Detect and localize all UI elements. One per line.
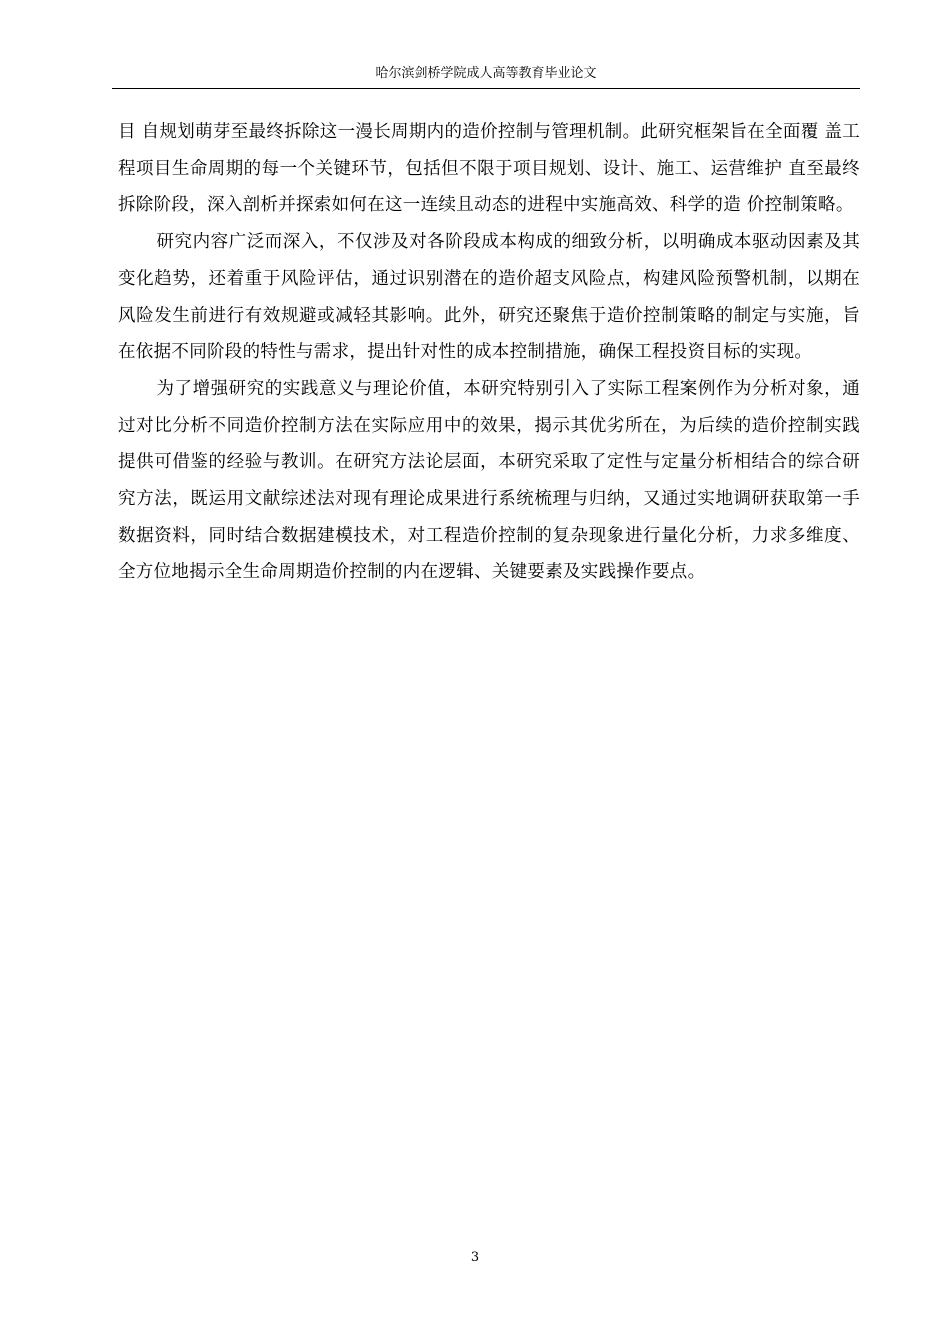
page-header [112,60,860,89]
page-number: 3 [470,1250,480,1265]
paragraph-research-content: 研究内容广泛而深入，不仅涉及对各阶段成本构成的细致分析，以明确成本驱动因素及其变化趋势，还着重于风险评估，通过识别潜在的造价超支风险点，构建风险预警机制，以期在风险发生前进行有效规避或减轻其影响。此外，研究还聚焦于造价控制策略的制定与实施，旨在依据不同阶段的特性与需求，提出针对性的成本控制措施，确保工程投资目标的实现。 [118,232,860,363]
body-text [118,114,860,591]
paragraph-research-method: 为了增强研究的实践意义与理论价值，本研究特别引入了实际工程案例作为分析对象，通过对比分析不同造价控制方法在实际应用中的效果，揭示其优劣所在，为后续的造价控制实践提供可借鉴的经验与教训。在研究方法论层面，本研究采取了定性与定量分析相结合的综合研究方法，既运用文献综述法对现有理论成果进行系统梳理与归纳，又通过实地调研获取第一手数据资料，同时结合数据建模技术，对工程造价控制的复杂现象进行量化分析，力求多维度、全方位地揭示全生命周期造价控制的内在逻辑、关键要素及实践操作要点。 [118,378,860,583]
paragraph-continued: 目 自规划萌芽至最终拆除这一漫长周期内的造价控制与管理机制。此研究框架旨在全面覆 盖工程项目生命周期的每一个关键环节，包括但不限于项目规划、设计、施工、运营维护 直至最终拆除阶段，深入剖析并探索如何在这一连续且动态的进程中实施高效、科学的造 价控制策略。 [118,122,860,216]
header-title: 哈尔滨剑桥学院成人高等教育毕业论文 [375,66,597,81]
